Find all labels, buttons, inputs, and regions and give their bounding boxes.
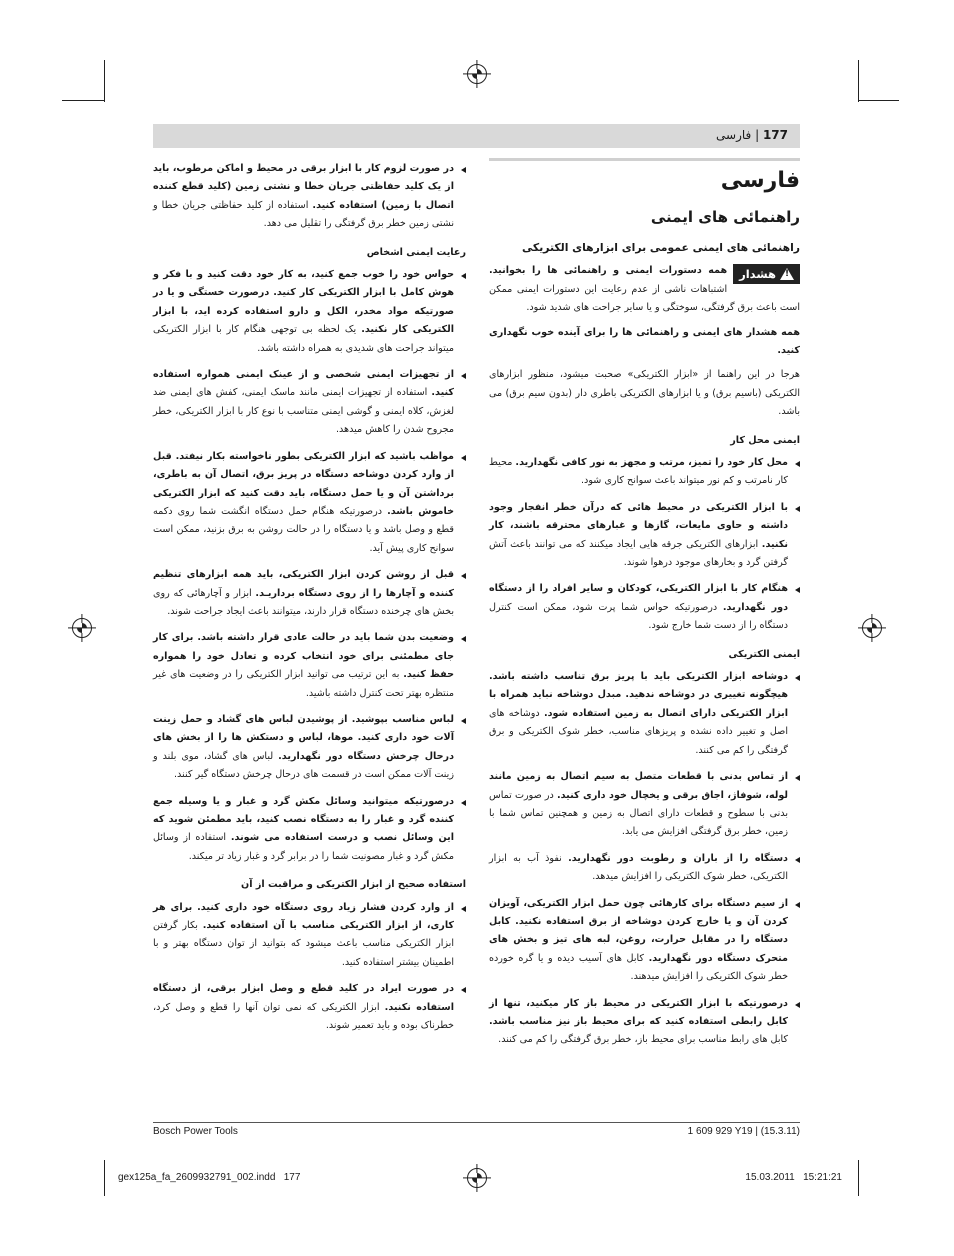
crop-mark — [104, 60, 105, 102]
care-heading: استفاده صحیح از ابزار الکتریکی و مراقبت از آن — [241, 879, 466, 891]
list-item: لباس مناسب بپوشید. از پوشیدن لباس های گشاد و حمل زینت آلات خود داری کنید. موها، لباس و دستکش ها را از بخش های درحال چرخش دستگاه دور نگهدارید. لباس های گشاد، موی بلند و زینت آلات ممکن است در قسمت های درحال چرخش دستگاه گیر کنند. — [153, 711, 466, 785]
definition: هرجا در این راهنما از «ابزار الکتریکی» صحبت میشود، منظور ابزارهای الکتریکی (باسیم برق) و یا ابزارهای الکتریکی باطری دار (بدون سیم برق) می باشد. — [489, 369, 800, 418]
warning-bold: همه دستورات ایمنی و راهنمائی ها را بخوانید. — [489, 265, 728, 277]
electrical-heading: ایمنی الکتریکی — [728, 648, 800, 660]
list-item: وضعیت بدن شما باید در حالت عادی قرار داشته باشد. برای کار جای مطمئنی برای خود انتخاب کرده و تعادل خود را همواره حفظ کنید. به این ترتیب می توانید ابزار الکتریکی را در وضعیت های غیر منتظره بهتر تحت کنترل داشته باشید. — [153, 629, 466, 703]
registration-mark-top — [467, 64, 487, 84]
list-item: با ابزار الکتریکی در محیط هائی که درآن خطر انفجار وجود داشته و حاوی مایعات، گازها و غبارهای محترقه باشند، کار نکنید. ابزارهای الکتریکی جرقه هایی ایجاد میکنند که می توانند باعث آتش گرفتن گرد و بخارهای موجود درهوا شوند. — [489, 499, 800, 573]
registration-mark-right — [862, 618, 882, 638]
list-item: از سیم دستگاه برای کارهائی چون حمل ابزار الکتریکی، آویزان کردن آن و یا خارج کردن دوشاخه از برق استفاده نکنید. کابل دستگاه را در مقابل حرارت، روغن، لبه های تیز و بخش های متحرک دستگاه دور نگهدارید. کابل های آسیب دیده و یا گره خورده خطر شوک الکتریکی را افزایش میدهند. — [489, 895, 800, 987]
crop-mark — [859, 100, 899, 101]
list-item: از تجهیزات ایمنی شخصی و از عینک ایمنی همواره استفاده کنید. استفاده از تجهیزات ایمنی مانند ماسک ایمنی، کفش های ایمنی ضد لغزش، کلاه ایمنی و گوشی ایمنی متناسب با نوع کار با ابزار الکتریکی، خطر مجروح شدن را کاهش میدهد. — [153, 366, 466, 440]
page-header — [153, 124, 800, 148]
warning-triangle-icon: ! — [780, 268, 794, 280]
list-item: از وارد کردن فشار زیاد روی دستگاه خود داری کنید. برای هر کاری، از ابزار الکتریکی مناسب با آن استفاده کنید. بکار گرفتن ابزار الکتریکی مناسب باعث میشود که بتوانید از توان دستگاه بهتر و با اطمینان بیشتر استفاده کنید. — [153, 899, 466, 973]
crop-mark — [104, 1160, 105, 1196]
slug-date: 15.03.2011 15:21:21 — [745, 1172, 842, 1183]
title-rule — [489, 158, 800, 161]
footer-publisher: Bosch Power Tools — [153, 1126, 238, 1137]
slug-file: gex125a_fa_2609932791_002.indd 177 — [118, 1172, 301, 1183]
crop-mark — [62, 100, 104, 101]
registration-mark-left — [72, 618, 92, 638]
list-item: درصورتیکه با ابزار الکتریکی در محیط باز کار میکنید، تنها از کابل رابطی استفاده کنید که برای محیط باز نیز مناسب باشد. کابل های رابط مناسب برای محیط باز، خطر برق گرفتگی را کم می کنند. — [489, 995, 800, 1050]
workplace-heading: ایمنی محل کار — [730, 434, 800, 446]
warning-text: اشتباهات ناشی از عدم رعایت این دستورات ایمنی ممکن است باعث برق گرفتگی، سوختگی و یا سایر جراحت های شدید شود. — [489, 283, 800, 314]
footer-doc-number: 1 609 929 Y19 | (15.3.11) — [687, 1126, 800, 1137]
page-header-text: 177 | فارسی — [716, 128, 788, 142]
warning-label: هشدار — [739, 267, 776, 282]
list-item: دستگاه را از باران و رطوبت دور نگهدارید. نفوذ آب به ابزار الکتریکی، خطر شوک الکتریکی را افزایش میدهد. — [489, 850, 800, 887]
header-language: فارسی — [716, 128, 752, 142]
subsection-title: راهنمائی های ایمنی عمومی برای ابزارهای الکتریکی — [522, 241, 800, 255]
list-item: از تماس بدنی با قطعات متصل به سیم اتصال به زمین مانند لوله، شوفاژ، اجاق برقی و یخچال خود داری کنید. در صورت تماس بدنی با سطوح و قطعات دارای اتصال به زمین و همچنین تماس شما با زمین، خطر برق گرفتگی افزایش می یابد. — [489, 768, 800, 842]
list-item: هنگام کار با ابزار الکتریکی، کودکان و سایر افراد را از دستگاه دور نگهدارید. درصورتیکه حواس شما پرت شود، ممکن است کنترل دستگاه را از دست شما خارج شود. — [489, 580, 800, 635]
warning-paragraph — [489, 262, 800, 317]
registration-mark-bottom — [467, 1168, 487, 1188]
section-title: راهنمائی های ایمنی — [650, 207, 800, 226]
list-item: قبل از روشن کردن ابزار الکتریکی، باید همه ابزارهای تنظیم کننده و آچارها را از روی دستگاه برداریـد. ابزار و آچارهائی که روی بخش های چرخنده دستگاه قرار دارند، میتوانند باعث ایجاد جراحت شوند. — [153, 566, 466, 621]
list-item: درصورتیکه میتوانید وسائل مکش گرد و غبار و یا وسیله جمع کننده گرد و غبار را به دستگاه نصب کنید، باید مطمئن شوید که این وسائل نصب و درست استفاده می شوند. استفاده از وسائل مکش گرد و غبار مصونیت شما را در برابر گرد و غبار زیاد تر میکند. — [153, 793, 466, 867]
list-item: محل کار خود را تمیز، مرتب و مجهز به نور کافی نگهدارید. محیط کار نامرتب و کم نور میتواند باعث سوانح کاری شود. — [489, 454, 800, 491]
list-item: حواس خود را خوب جمع کنید، به کار خود دقت کنید و با فکر و هوش کامل با ابزار الکتریکی کار کنید. درصورت خستگی و یا در صورتیکه مواد مخدر، الکل و دارو استفاده کرده اید، با ابزار الکتریکی کار نکنید. یک لحظه بی توجهی هنگام کار با ابزار الکتریکی میتواند جراحت های شدیدی به همراه داشته باشد. — [153, 266, 466, 358]
list-item: در صورت لزوم کار با ابزار برقی در محیط و اماکن مرطوب، باید از یک کلید حفاظتی جریان خطا و نشتی زمین (کلید قطع کننده اتصال با زمین) استفاده کنید. استفاده از کلید حفاظتی جریان خطا و نشتی زمین خطر برق گرفتگی را تقلیل می دهد. — [153, 160, 466, 234]
personal-heading: رعایت ایمنی اشخاص — [366, 246, 466, 258]
left-column — [153, 160, 466, 1043]
list-item: مواظب باشید که ابزار الکتریکی بطور ناخواسته بکار نیفتد. قبل از وارد کردن دوشاخه دستگاه در پریز برق، اتصال آن به باطری، برداشتن آن و یا حمل دستگاه، باید دقت کنید که ابزار الکتریکی خاموش باشد. درصورتیکه هنگام حمل دستگاه انگشت شما روی دکمه قطع و وصل باشد و یا دستگاه را در حالت روشن به برق بزنید، ممکن است سوانح کاری پیش آید. — [153, 448, 466, 558]
right-column — [489, 158, 800, 1058]
crop-mark — [858, 60, 859, 102]
list-item: دوشاخه ابزار الکتریکی باید با پریز برق تناسب داشته باشد. هیچگونه تغییری در دوشاخه ندهید. مبدل دوشاخه نباید همراه با ابزار الکتریکی دارای اتصال به زمین استفاده شود. دوشاخه های اصل و تغییر داده نشده و پریزهای مناسب، خطر شوک الکتریکی و برق گرفتگی را کم می کنند. — [489, 668, 800, 760]
footer-rule — [153, 1122, 800, 1123]
main-title: فارسی — [720, 168, 800, 193]
page-number: 177 — [762, 128, 788, 142]
list-item: در صورت ایراد در کلید قطع و وصل ابزار برقی، از دستگاه استفاده نکنید. ابزار الکتریکی که نمی توان آنها را قطع و وصل کرد، خطرناک بوده و باید تعمیر شوند. — [153, 980, 466, 1035]
crop-mark — [858, 1160, 859, 1196]
keep-note: همه هشدار های ایمنی و راهنمائی ها را برای آینده خوب نگهداری کنید. — [489, 326, 800, 356]
warning-box — [733, 264, 800, 284]
